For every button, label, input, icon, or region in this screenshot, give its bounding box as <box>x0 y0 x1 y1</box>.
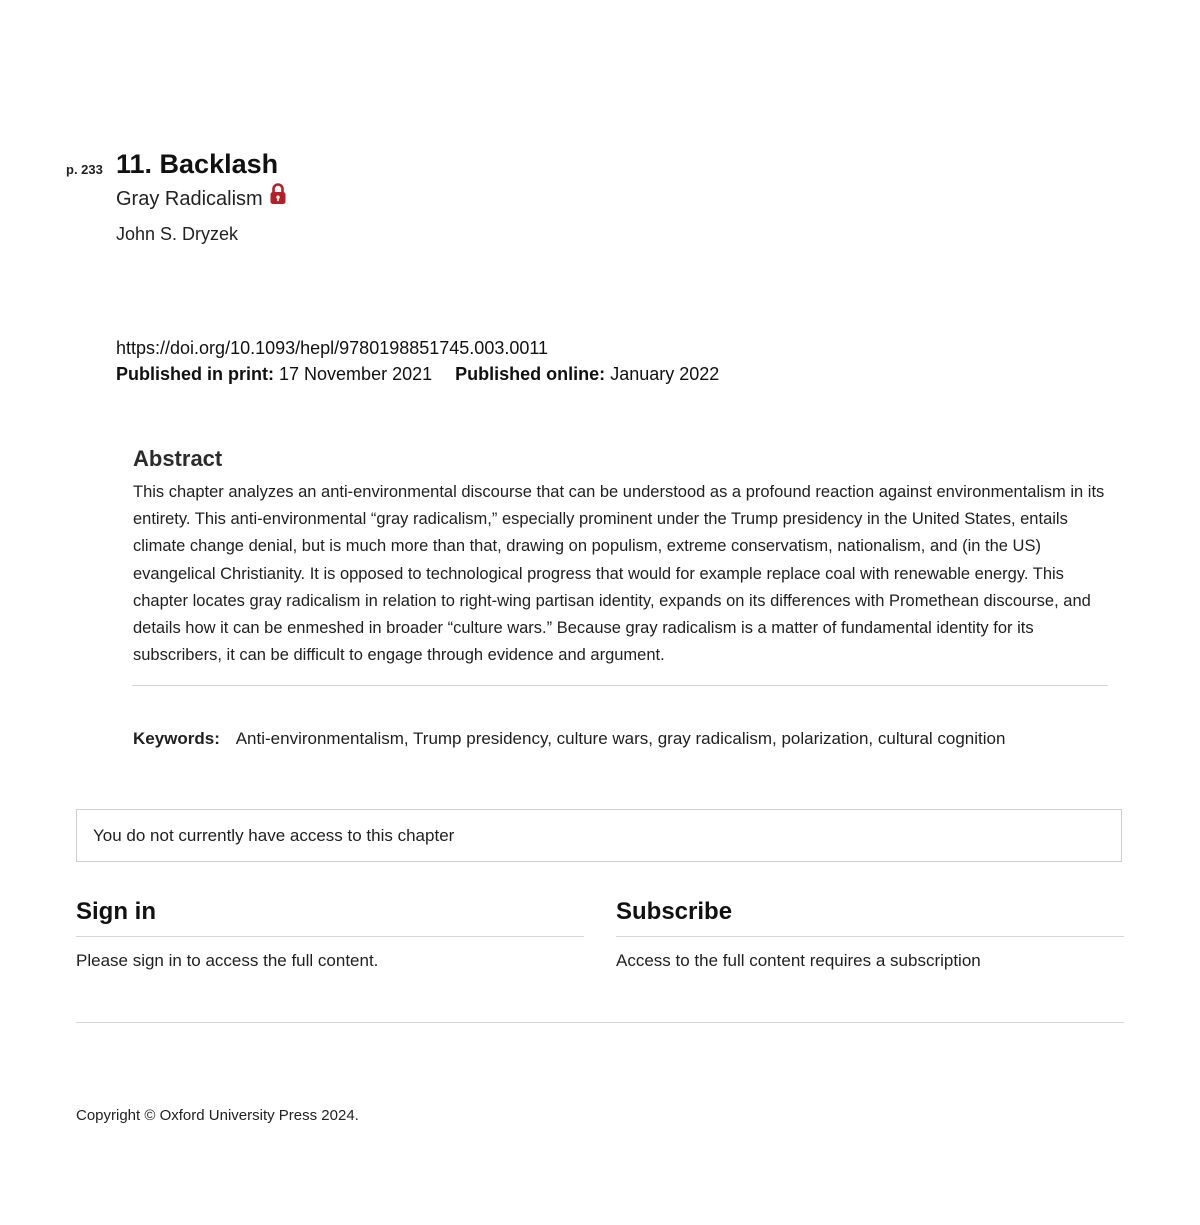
page-number: p. 233 <box>66 162 103 177</box>
abstract-divider <box>132 685 1108 686</box>
subscribe-section <box>616 895 1124 971</box>
copyright: Copyright © Oxford University Press 2024. <box>76 1107 359 1124</box>
keywords-label: Keywords: <box>133 729 220 748</box>
chapter-title: 11. Backlash <box>116 149 279 179</box>
abstract-text: This chapter analyzes an anti-environmental discourse that can be understood as a profound reaction against environmentalism in its entirety. This anti-environmental “gray radicalism,” especially prominent under the Trump presidency in the United States, entails climate change denial, but is much more than that, drawing on populism, extreme conservatism, nationalism, and (in the US) evangelical Christianity. It is opposed to technological progress that would for example replace coal with renewable energy. This chapter locates gray radicalism in relation to right-wing partisan identity, expands on its differences with Promethean discourse, and details how it can be enmeshed in broader “culture wars.” Because gray radicalism is a matter of fundamental identity for its subscribers, it can be difficult to engage through evidence and argument. <box>133 483 1105 665</box>
footer-divider <box>76 1022 1124 1023</box>
access-notice-box <box>76 809 1122 862</box>
published-print-label: Published in print: <box>116 364 274 384</box>
sign-in-section <box>76 895 584 971</box>
chapter-subtitle: Gray Radicalism <box>116 187 263 210</box>
subscribe-divider <box>616 936 1124 937</box>
abstract-heading: Abstract <box>133 446 223 471</box>
publication-dates <box>116 364 719 385</box>
chapter-subtitle-row <box>116 185 287 213</box>
doi-link[interactable]: https://doi.org/10.1093/hepl/9780198851745.003.0011 <box>116 338 549 358</box>
keywords <box>133 729 1005 749</box>
lock-icon <box>269 182 287 206</box>
subscribe-text: Access to the full content requires a subscription <box>616 951 981 970</box>
published-online-label: Published online: <box>455 364 606 384</box>
sign-in-text: Please sign in to access the full content. <box>76 951 379 970</box>
sign-in-heading: Sign in <box>76 898 156 925</box>
chapter-author[interactable]: John S. Dryzek <box>116 224 239 244</box>
published-online-date: January 2022 <box>610 364 720 384</box>
access-notice: You do not currently have access to this chapter <box>93 826 455 845</box>
subscribe-heading: Subscribe <box>616 898 733 925</box>
sign-in-divider <box>76 936 584 937</box>
published-print-date: 17 November 2021 <box>279 364 433 384</box>
keywords-list: Anti-environmentalism, Trump presidency, culture wars, gray radicalism, polarization, cultural cognition <box>235 729 1006 748</box>
